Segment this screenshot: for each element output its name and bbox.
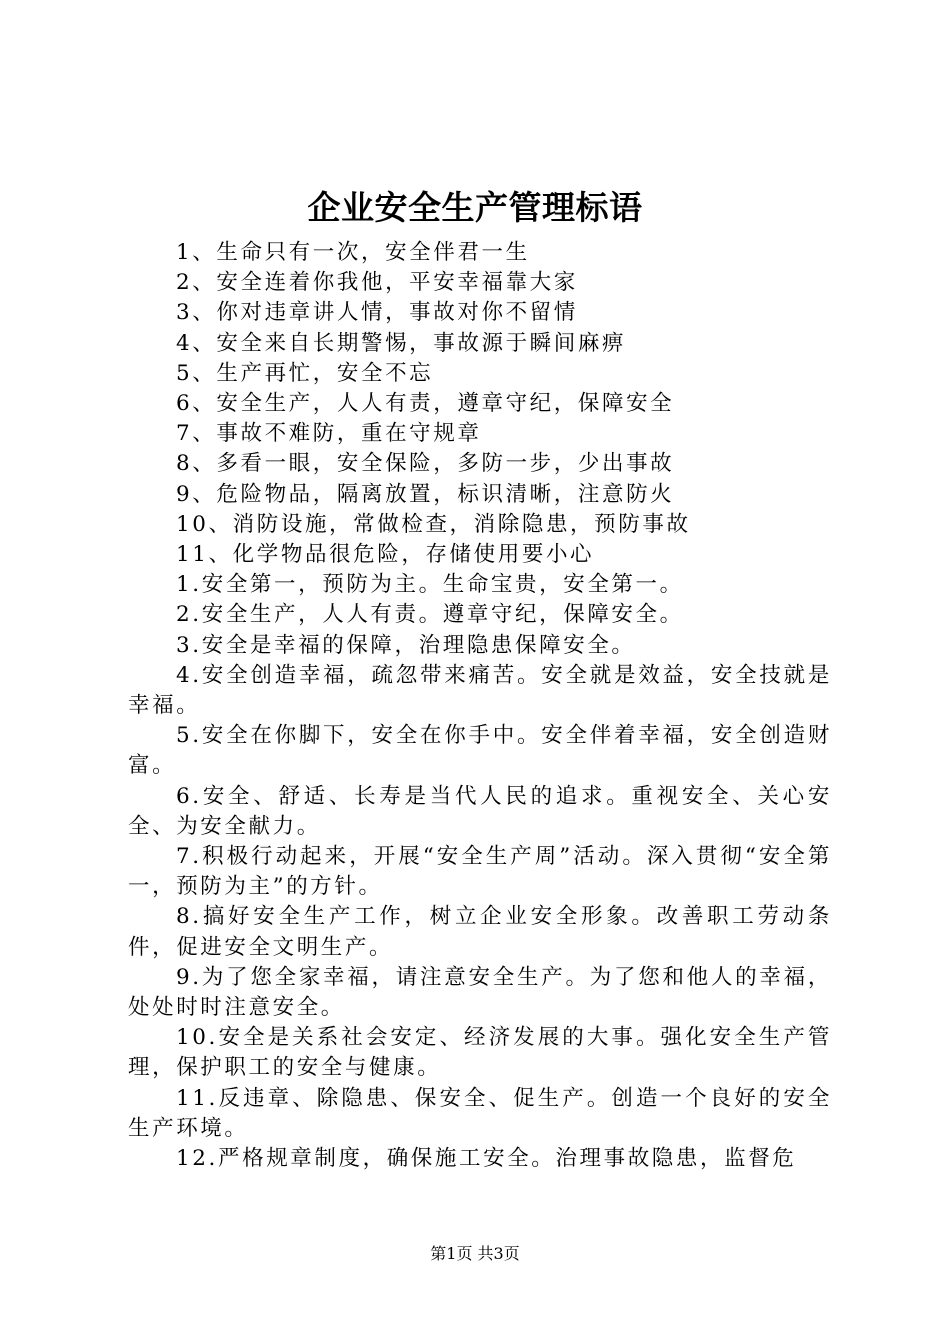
paragraph: 3.安全是幸福的保障，治理隐患保障安全。	[176, 632, 636, 658]
document-title: 企业安全生产管理标语	[307, 188, 643, 227]
paragraph: 5.安全在你脚下，安全在你手中。安全伴着幸福，安全创造财富。	[128, 723, 832, 779]
paragraph: 8.搞好安全生产工作，树立企业安全形象。改善职工劳动条件，促进安全文明生产。	[128, 904, 832, 960]
paragraph: 10、消防设施，常做检查，消除隐患，预防事故	[176, 511, 691, 537]
paragraph: 10.安全是关系社会安定、经济发展的大事。强化安全生产管理，保护职工的安全与健康。	[128, 1025, 832, 1081]
document-body	[128, 238, 832, 1174]
paragraph: 11.反违章、除隐患、保安全、促生产。创造一个良好的安全生产环境。	[128, 1085, 832, 1141]
paragraph: 7.积极行动起来，开展“安全生产周”活动。深入贯彻“安全第一，预防为主”的方针。	[128, 844, 832, 900]
paragraph: 7、事故不难防，重在守规章	[176, 421, 482, 447]
paragraph: 6、安全生产，人人有责，遵章守纪，保障安全	[176, 391, 675, 417]
paragraph: 1.安全第一，预防为主。生命宝贵，安全第一。	[176, 572, 684, 598]
paragraph: 9、危险物品，隔离放置，标识清晰，注意防火	[176, 481, 675, 507]
paragraph: 5、生产再忙，安全不忘	[176, 360, 434, 386]
paragraph: 6.安全、舒适、长寿是当代人民的追求。重视安全、关心安全、为安全献力。	[128, 783, 832, 839]
paragraph: 2、安全连着你我他，平安幸福靠大家	[176, 270, 578, 296]
paragraph: 4.安全创造幸福，疏忽带来痛苦。安全就是效益，安全技就是幸福。	[128, 662, 832, 719]
paragraph: 8、多看一眼，安全保险，多防一步，少出事故	[176, 451, 675, 477]
paragraph: 9.为了您全家幸福，请注意安全生产。为了您和他人的幸福，处处时时注意安全。	[128, 964, 832, 1021]
paragraph: 3、你对违章讲人情，事故对你不留情	[176, 300, 578, 326]
paragraph: 2.安全生产，人人有责。遵章守纪，保障安全。	[176, 602, 684, 628]
paragraph: 1、生命只有一次，安全伴君一生	[176, 240, 530, 265]
paragraph: 4、安全来自长期警惕，事故源于瞬间麻痹	[176, 330, 627, 356]
paragraph: 12.严格规章制度，确保施工安全。治理事故隐患，监督危	[176, 1146, 797, 1172]
paragraph: 11、化学物品很危险，存储使用要小心	[176, 542, 595, 568]
page-number-footer: 第1页 共3页	[430, 1244, 520, 1263]
